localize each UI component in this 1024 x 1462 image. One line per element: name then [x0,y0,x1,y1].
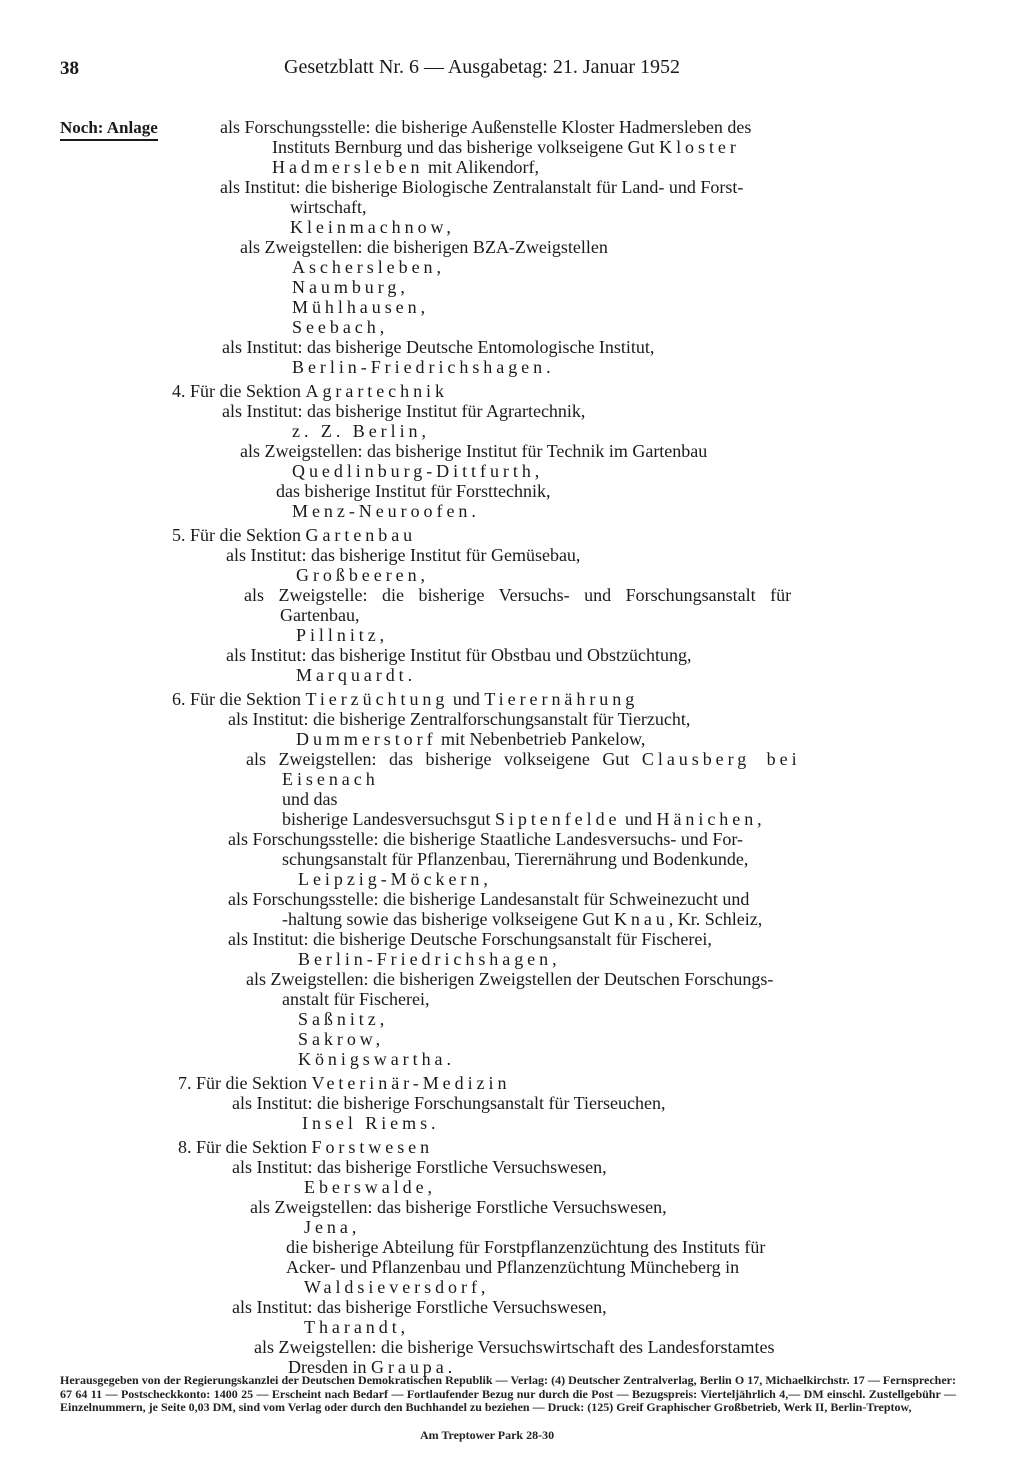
section-heading: 5. Für die Sektion Gartenbau [172,525,417,545]
place-name: Kleinmachnow, [290,217,455,237]
text-line: als Institut: die bisherige Biologische Zentralanstalt für Land- und Forst- [220,177,744,197]
place-name: Mühlhausen, [292,297,430,317]
section-heading: 7. Für die Sektion Veterinär-Medizin [178,1073,511,1093]
text-line: als Institut: das bisherige Forstliche Versuchswesen, [232,1157,607,1177]
section-heading: 4. Für die Sektion Agrartechnik [172,381,448,401]
place-name: Insel Riems. [302,1113,440,1133]
place-name: Saßnitz, [298,1009,389,1029]
place-name: Pillnitz, [296,625,389,645]
text-line: als Institut: das bisherige Deutsche Entomologische Institut, [222,337,655,357]
text-line: als Zweigstellen: die bisherige Versuchswirtschaft des Landesforstamtes [254,1337,775,1357]
text-line: Dresden in Graupa. [288,1357,457,1377]
footer-address: Am Treptower Park 28-30 [420,1428,555,1442]
place-name: Leipzig-Möckern, [298,869,492,889]
place-name: Naumburg, [292,277,409,297]
place-name: Berlin-Friedrichshagen. [292,357,555,377]
text-line: als Institut: die bisherige Forschungsanstalt für Tierseuchen, [232,1093,666,1113]
text-line: als Institut: das bisherige Forstliche Versuchswesen, [232,1297,607,1317]
text-line: als Zweigstellen: das bisherige volkseigene Gut Clausberg bei [246,749,801,769]
text-line: als Zweigstellen: das bisherige Forstliche Versuchswesen, [250,1197,667,1217]
text-line: als Zweigstellen: die bisherigen BZA-Zweigstellen [240,237,608,257]
text-line: Hadmersleben mit Alikendorf, [272,157,539,177]
place-name: Königswartha. [298,1049,455,1069]
text-line: als Zweigstelle: die bisherige Versuchs- und Forschungsanstalt für [244,585,792,605]
place-name: Sakrow, [298,1029,385,1049]
section-heading: 6. Für die Sektion Tierzüchtung und Tierernährung [172,689,639,709]
text-line: das bisherige Institut für Forsttechnik, [276,481,551,501]
text-line: als Forschungsstelle: die bisherige Landesanstalt für Schweinezucht und [228,889,750,909]
side-label: Noch: Anlage [60,118,158,141]
text-line: anstalt für Fischerei, [282,989,430,1009]
footer-imprint: Herausgegeben von der Regierungskanzlei der Deutschen Demokratischen Republik — Verlag: (4) Deutscher Zentralverlag, Berlin O 17, Michaelkirchstr. 17 — Fernsprecher: 67 64 11 — Postscheckkonto: 1400 25 — Erscheint nach Bedarf — Fortlaufender Bezug nur durch die Post — Bezugspreis: Vierteljährlich 4,— DM einschl. Zustellgebühr — Einzelnummern, je Seite 0,03 DM, sind vom Verlag oder durch den Buchhandel zu beziehen — Druck: (125) Greif Graphischer Großbetrieb, Werk II, Berlin-Treptow, [60,1373,956,1414]
text-line: als Institut: das bisherige Institut für Gemüsebau, [226,545,581,565]
text-line: als Zweigstellen: das bisherige Institut für Technik im Gartenbau [240,441,708,461]
place-name: Eisenach [282,769,379,789]
text-line: wirtschaft, [290,197,367,217]
place-name: Jena, [304,1217,361,1237]
text-line: als Forschungsstelle: die bisherige Staatliche Landesversuchs- und For- [228,829,744,849]
text-line: Dummerstorf mit Nebenbetrieb Pankelow, [296,729,646,749]
text-line: die bisherige Abteilung für Forstpflanzenzüchtung des Instituts für [286,1237,766,1257]
place-name: Quedlinburg-Dittfurth, [292,461,544,481]
page-number: 38 [60,58,79,79]
place-name: Großbeeren, [296,565,430,585]
text-line: als Institut: die bisherige Zentralforschungsanstalt für Tierzucht, [228,709,691,729]
text-line: Instituts Bernburg und das bisherige volkseigene Gut Kloster [272,137,740,157]
text-line: schungsanstalt für Pflanzenbau, Tierernährung und Bodenkunde, [282,849,749,869]
text-line: als Forschungsstelle: die bisherige Außenstelle Kloster Hadmersleben des [220,117,752,137]
place-name: Aschersleben, [292,257,445,277]
place-name: Tharandt, [304,1317,410,1337]
place-name: z. Z. Berlin, [292,421,430,441]
place-name: Seebach, [292,317,389,337]
text-line: Gartenbau, [280,605,360,625]
text-line: -haltung sowie das bisherige volkseigene Gut Knau, Kr. Schleiz, [282,909,763,929]
place-name: Menz-Neuroofen. [292,501,480,521]
text-line: bisherige Landesversuchsgut Siptenfelde und Hänichen, [282,809,766,829]
page-header-title: Gesetzblatt Nr. 6 — Ausgabetag: 21. Januar 1952 [284,56,681,78]
text-line: als Institut: das bisherige Institut für Agrartechnik, [222,401,586,421]
text-line: als Institut: die bisherige Deutsche Forschungsanstalt für Fischerei, [228,929,712,949]
place-name: Eberswalde, [304,1177,437,1197]
place-name: Marquardt. [296,665,417,685]
text-line: Acker- und Pflanzenbau und Pflanzenzüchtung Müncheberg in [286,1257,740,1277]
text-line: und das [282,789,338,809]
place-name: Waldsieversdorf, [304,1277,490,1297]
text-line: als Zweigstellen: die bisherigen Zweigstellen der Deutschen Forschungs- [246,969,774,989]
text-line: als Institut: das bisherige Institut für Obstbau und Obstzüchtung, [226,645,692,665]
section-heading: 8. Für die Sektion Forstwesen [178,1137,434,1157]
place-name: Berlin-Friedrichshagen, [298,949,561,969]
